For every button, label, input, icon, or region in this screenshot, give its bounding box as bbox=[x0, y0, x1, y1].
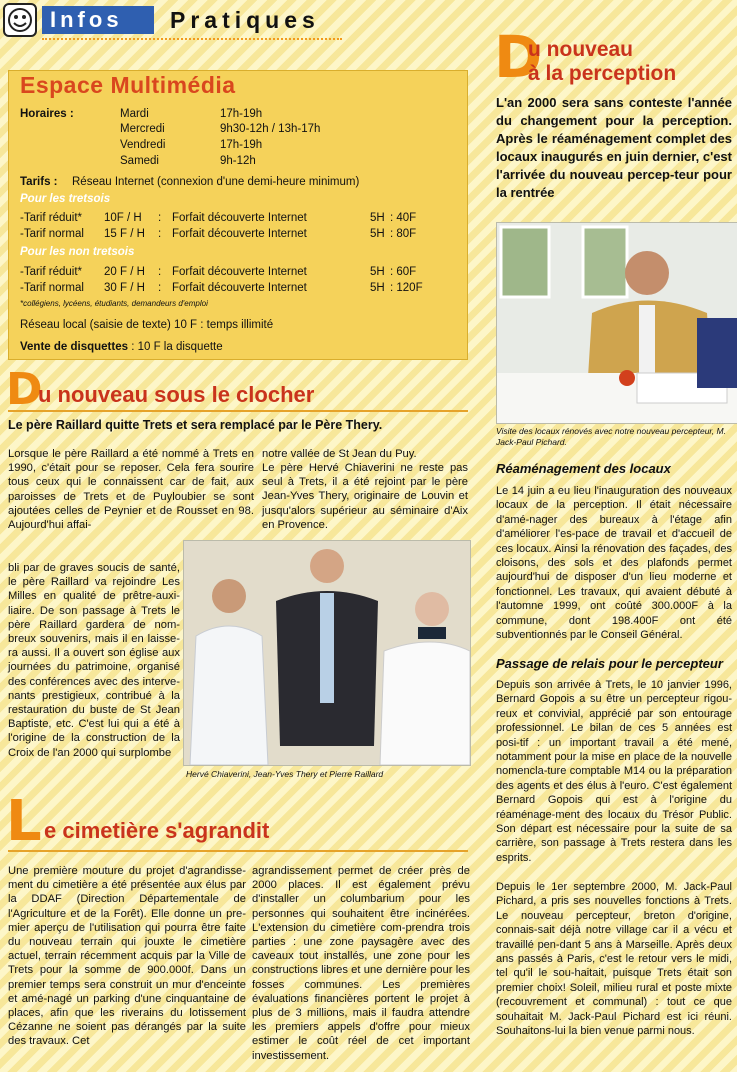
tarif-name: -Tarif normal bbox=[20, 282, 84, 294]
tarif-forfait: Forfait découverte Internet bbox=[172, 266, 307, 278]
tarif-forfait-hours: 5H bbox=[370, 228, 385, 240]
tarif-sep: : bbox=[158, 212, 162, 224]
priests-caption: Hervé Chiaverini, Jean-Yves Thery et Pierre Raillard bbox=[186, 769, 384, 779]
tarif-forfait-hours: 5H bbox=[370, 282, 385, 294]
horaire-day: Vendredi bbox=[120, 139, 166, 151]
tarif-forfait: Forfait découverte Internet bbox=[172, 282, 307, 294]
perception-subhead: Réaménagement des locaux bbox=[496, 461, 671, 476]
reseau-local: Réseau local (saisie de texte) 10 F : temps illimité bbox=[20, 319, 274, 331]
vente-label: Vente de disquettes bbox=[20, 341, 129, 353]
vente-value: : 10 F la disquette bbox=[128, 341, 223, 353]
tarif-forfait-price: : 80F bbox=[390, 228, 417, 240]
tarifs-label: Tarifs : bbox=[20, 176, 58, 188]
cimetiere-paragraph: agrandissement permet de créer près de 2000 places. Il est également prévu d'installer un columbarium pour les personnes qui souhaitent être incinérées. L'extension du cimetière com-prendra trois parties : une zone paysagère avec des caveaux tout installés, une zone pour les constructions libres et une dernière pour les fosses communes. Les premières évaluations financières portent le projet à plus de 3 millions, mais il faudra attendre les premiers appels d'offre pour mieux estimer le coût réel de cet important investissement. bbox=[252, 865, 470, 1062]
clocher-subtitle: Le père Raillard quitte Trets et sera remplacé par le Père Thery. bbox=[8, 418, 383, 432]
perception-subhead: Passage de relais pour le percepteur bbox=[496, 656, 723, 671]
header-pratiques: Pratiques bbox=[170, 7, 320, 33]
horaire-hours: 9h30-12h / 13h-17h bbox=[220, 123, 321, 135]
group2-label: Pour les non tretsois bbox=[20, 246, 135, 258]
vente-line bbox=[20, 340, 223, 354]
tarif-sep: : bbox=[158, 228, 162, 240]
footnote: *collégiens, lycéens, étudiants, demandeurs d'emploi bbox=[20, 299, 208, 308]
header-infos: Infos bbox=[42, 6, 154, 34]
cimetiere-title: e cimetière s'agrandit bbox=[44, 818, 270, 843]
tarif-forfait-hours: 5H bbox=[370, 266, 385, 278]
tarif-forfait: Forfait découverte Internet bbox=[172, 212, 307, 224]
cimetiere-rule bbox=[8, 850, 468, 852]
horaire-day: Mardi bbox=[120, 108, 149, 120]
perception-paragraph: Le 14 juin a eu lieu l'inauguration des nouveaux locaux de la perception. Il était nécessaire d'amé-nager des bureaux à l'étage afin d'améliorer l'es-pace de travail et d'accueil de ces locaux. Ainsi la rénovation des façades, des cloisons, des sols et des plafonds permet aujourd'hui de disposer d'un lieu moderne et fonctionnel. Les travaux, qui avaient débuté à l'automne 1999, ont coûté 300.000F à la commune, dont 198.400F ont été subventionnés par le Conseil Général. bbox=[496, 485, 732, 642]
horaire-hours: 17h-19h bbox=[220, 139, 263, 151]
header-divider bbox=[42, 38, 342, 40]
multimedia-title: Espace Multimédia bbox=[20, 72, 236, 98]
tarif-name: -Tarif normal bbox=[20, 228, 84, 240]
clocher-paragraph: Lorsque le père Raillard a été nommé à Trets en 1990, c'était pour se reposer. Cela fera sourire tous ceux qui le connaissent car de fait, aux paroisses de Trets et de Puyloubier se sont ajoutées celles de Peynier et de Rousset en 98. Aujourd'hui affai- bbox=[8, 448, 254, 532]
tarif-price: 20 F / H bbox=[104, 266, 145, 278]
perception-dropcap: D bbox=[494, 23, 543, 91]
tarif-forfait: Forfait découverte Internet bbox=[172, 228, 307, 240]
perception-title: à la perception bbox=[528, 62, 677, 85]
perception-lead: L'an 2000 sera sans conteste l'année du changement pour la perception. Après le réaménagement complet des locaux inaugurés en juin dernier, c'est l'arrivée du nouveau percep-teur pour la rentrée bbox=[496, 95, 732, 200]
percepteur-photo bbox=[496, 222, 737, 424]
percepteur-caption: Visite des locaux rénovés avec notre nouveau percepteur, M. Jack-Paul Pichard. bbox=[496, 426, 726, 447]
tarif-price: 15 F / H bbox=[104, 228, 145, 240]
tarif-forfait-price: : 120F bbox=[390, 282, 423, 294]
tarif-price: 30 F / H bbox=[104, 282, 145, 294]
perception-paragraph: Depuis son arrivée à Trets, le 10 janvier 1996, Bernard Gopois a su être un percepteur rigou-reux et convivial, apprécié par son entourage professionnel. Le bilan de ces 5 années est posi-tif : un important travail a été mené, notamment pour la mise en place de la nouvelle nomencla-ture comptable M14 ou la préparation des agents et des élus à l'euro. C'est également Bernard Gopois qui est à l'origine du réaménage-ment des locaux du Trésor Public. Son départ est nécessaire pour la suite de sa carrière, son passage à Trets restera dans les esprits. bbox=[496, 679, 732, 864]
clocher-rule bbox=[8, 410, 468, 412]
perception-paragraph: Depuis le 1er septembre 2000, M. Jack-Paul Pichard, a pris ses nouvelles fonctions à Trets. Le nouveau percepteur, breton d'origine, connais-sait déjà notre village car il a vécu et travaillé pen-dant 5 ans à Marseille. Après deux ans passés à Paris, c'est le retour vers le midi, tel qu'il le sou-haitait, puisque Trets était son premier choix! Soleil, milieu rural et poste mixte (recouvrement et communal) : tout ce que souhaitait M. Jack-Paul Pichard est ici réuni. Souhaitons-lui la bien venue parmi nous. bbox=[496, 881, 732, 1038]
tarif-forfait-price: : 40F bbox=[390, 212, 417, 224]
horaire-hours: 9h-12h bbox=[220, 155, 256, 167]
tarif-forfait-hours: 5H bbox=[370, 212, 385, 224]
clocher-paragraph: Le père Hervé Chiaverini ne reste pas seul à Trets, il a été rejoint par le père Jean-Yves Thery, originaire de Louvin et jusqu'alors supérieur au séminaire d'Aix en Provence. bbox=[262, 462, 468, 531]
perception-title: u nouveau bbox=[528, 38, 634, 61]
cimetiere-dropcap: L bbox=[6, 789, 42, 854]
tarif-name: -Tarif réduit* bbox=[20, 212, 82, 224]
clocher-title: u nouveau sous le clocher bbox=[38, 382, 315, 407]
tarif-sep: : bbox=[158, 282, 162, 294]
group1-label: Pour les tretsois bbox=[20, 193, 111, 205]
logo-icon bbox=[3, 3, 37, 37]
tarif-sep: : bbox=[158, 266, 162, 278]
tarif-price: 10F / H bbox=[104, 212, 142, 224]
tarifs-text: Réseau Internet (connexion d'une demi-heure minimum) bbox=[72, 176, 360, 188]
horaires-label: Horaires : bbox=[20, 108, 74, 120]
priests-photo bbox=[183, 540, 471, 766]
tarif-forfait-price: : 60F bbox=[390, 266, 417, 278]
horaire-day: Mercredi bbox=[120, 123, 165, 135]
clocher-paragraph: bli par de graves soucis de santé, le père Raillard va rejoindre Les Milles en qualité de prêtre-auxi-liaire. De son passage à Trets le père Raillard gardera de nom-breux souvenirs, mais il en laisse-ra aussi. Il a ouvert son église aux journées du patrimoine, organisé des conférences avec des interve-nants prestigieux, contribué à la restauration du buste de St Jean Baptiste, etc. C'est lui qui a été à l'origine de la construction de la Croix de l'an 2000 qui surplombe bbox=[8, 562, 180, 759]
clocher-dropcap: D bbox=[6, 364, 43, 415]
horaire-day: Samedi bbox=[120, 155, 159, 167]
cimetiere-paragraph: Une première mouture du projet d'agrandisse-ment du cimetière a été présentée aux élus par la DDAF (Direction Départementale de l'Agriculture et de la Forêt). Elle donne un pre-mier aperçu de l'utilisation qui pourra être faite du nouveau terrain qui jouxte le cimetière actuel, terrain récemment acquis par la Ville de Trets pour la somme de 900.000f. Dans un premier temps sera construit un mur d'enceinte et amé-nagé un parking d'une cinquantaine de places, afin que les riverains du lotissement Cézanne ne soient pas dérangés par la suite des travaux. Cet bbox=[8, 865, 246, 1048]
tarif-name: -Tarif réduit* bbox=[20, 266, 82, 278]
horaire-hours: 17h-19h bbox=[220, 108, 263, 120]
clocher-paragraph: notre vallée de St Jean du Puy. bbox=[262, 448, 417, 460]
